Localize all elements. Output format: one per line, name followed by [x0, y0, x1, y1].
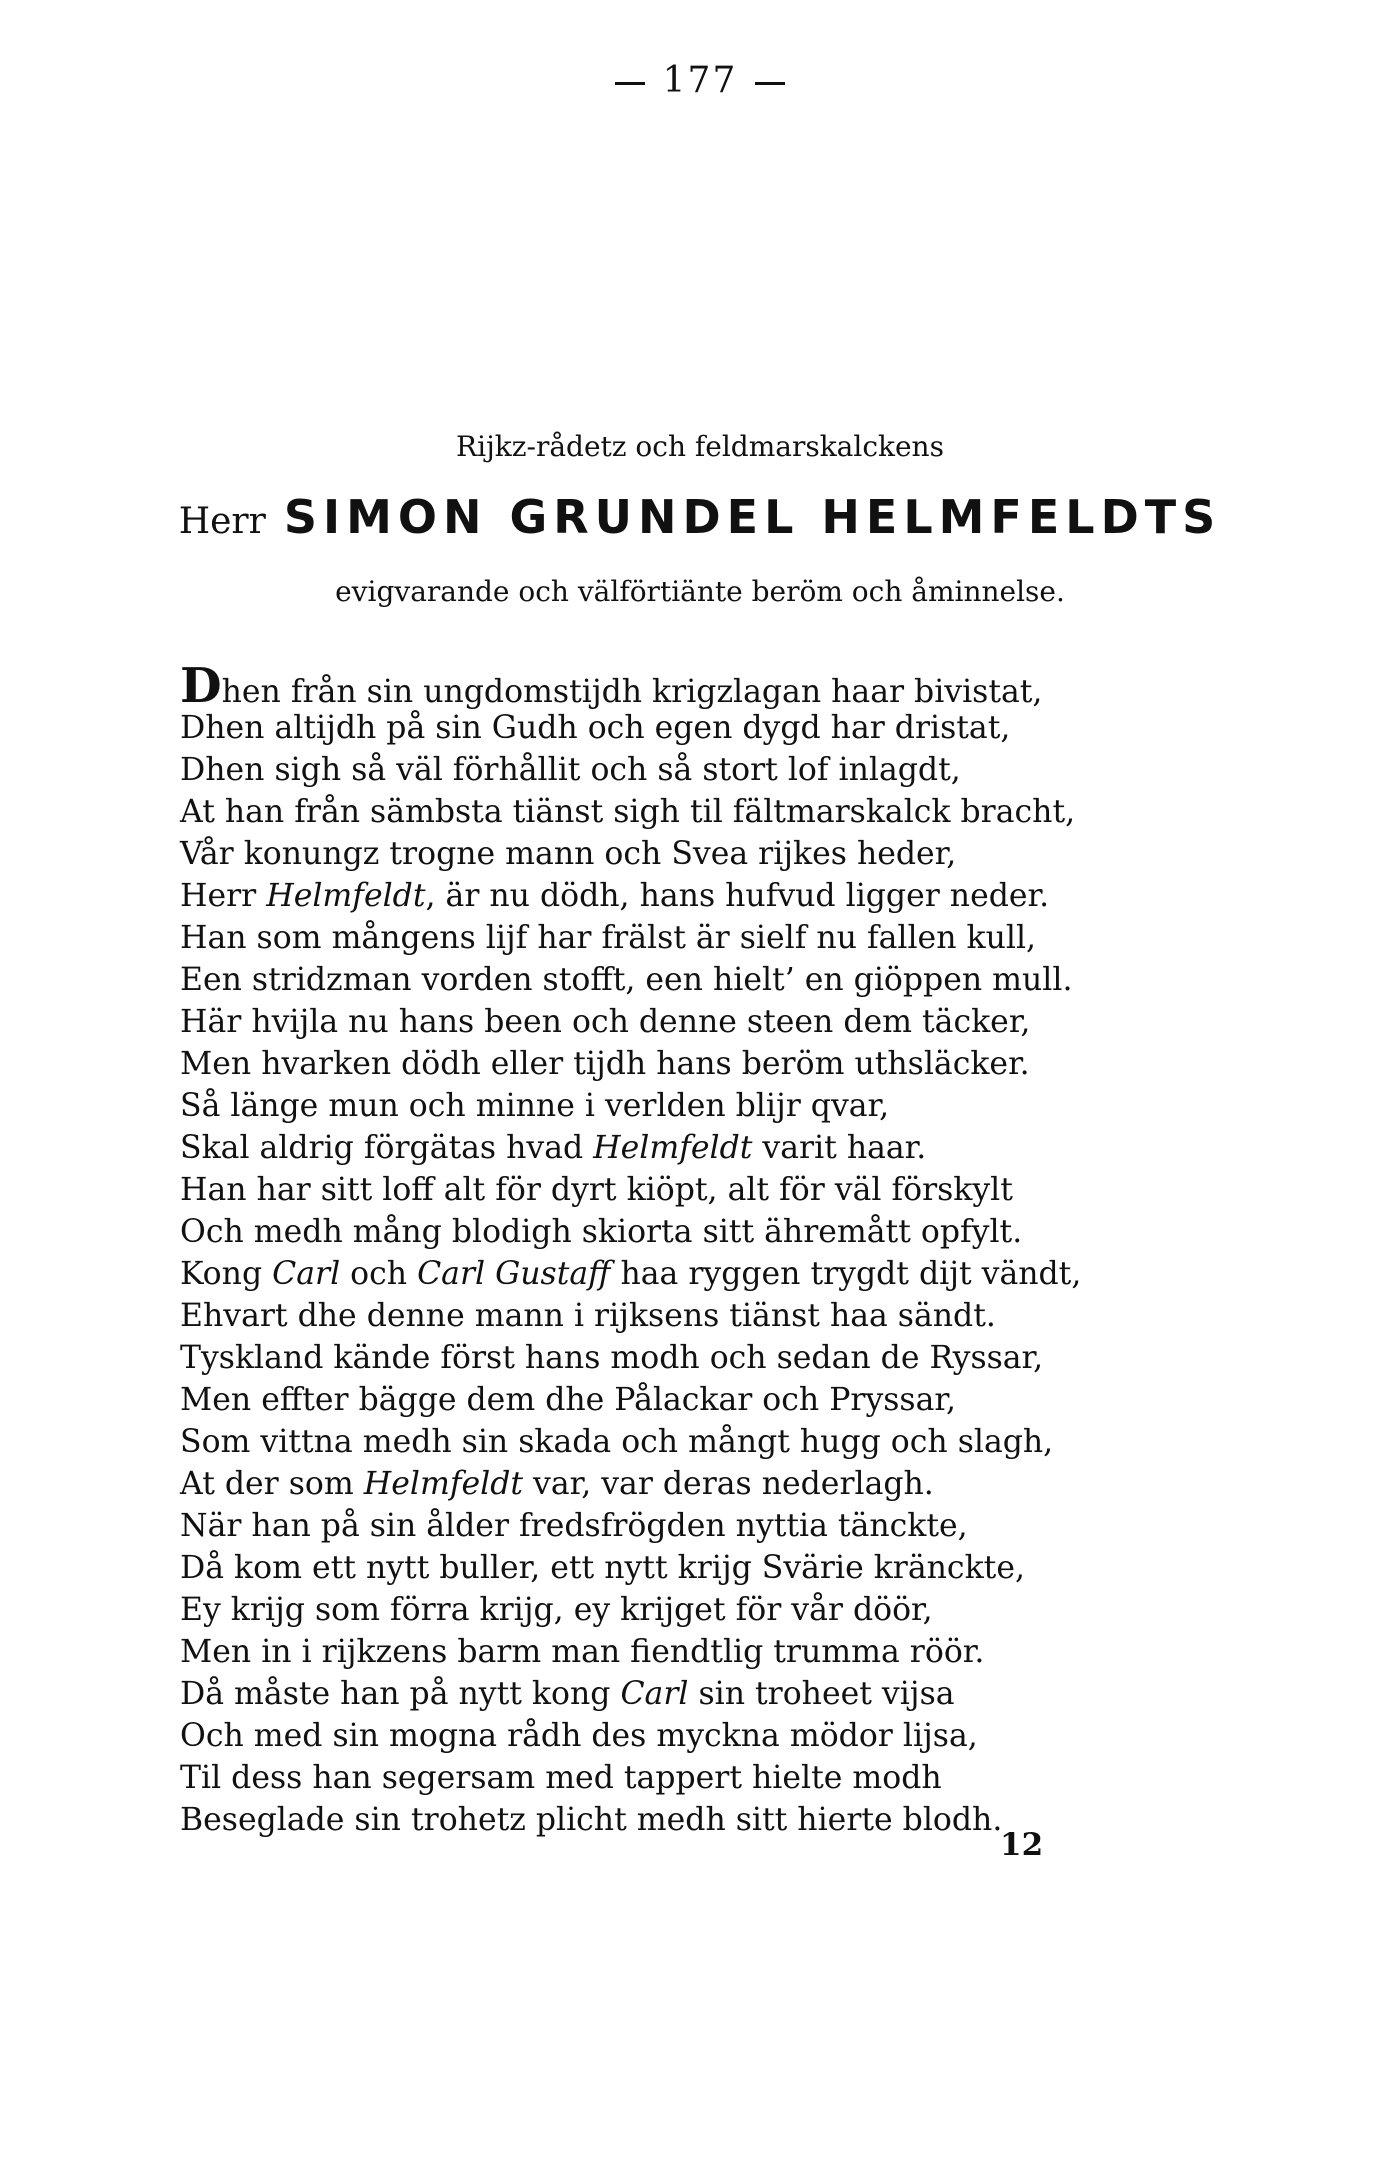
poem-line: [180, 749, 1200, 791]
poem-line: [180, 791, 1200, 833]
poem-text: Dhen altijdh på sin Gudh och egen dygd har dristat,: [180, 710, 1011, 746]
poem-line: [180, 707, 1200, 749]
poem-text: och: [340, 1256, 418, 1292]
poem-text: Och med sin mogna rådh des myckna mödor lijsa,: [180, 1718, 978, 1754]
poem-text: Då kom ett nytt buller, ett nytt krijg Svärie kränckte,: [180, 1550, 1025, 1586]
poem-italic-name: Helmfeldt: [266, 878, 426, 914]
poem-text: Han som mångens lijf har frälst är sielf nu fallen kull,: [180, 920, 1037, 956]
heading-name: SIMON GRUNDEL HELMFELDTS: [283, 490, 1222, 544]
poem-text: Herr: [180, 878, 267, 914]
poem-text: var, var deras nederlagh.: [523, 1466, 934, 1502]
poem-text: Här hvijla nu hans been och denne steen dem täcker,: [180, 1004, 1031, 1040]
heading-herr: Herr: [178, 501, 266, 542]
poem-line: [180, 1547, 1200, 1589]
poem-line: [180, 1379, 1200, 1421]
poem-italic-name: Carl Gustaff: [417, 1256, 611, 1292]
poem-line: [180, 1169, 1200, 1211]
poem-line: [180, 959, 1200, 1001]
poem-line: [180, 1715, 1200, 1757]
poem-line: [180, 917, 1200, 959]
dash-right: [755, 82, 785, 85]
poem-text: hen från sin ungdomstijdh krigzlagan haar bivistat,: [221, 674, 1043, 710]
poem-line: [180, 1505, 1200, 1547]
poem-line: [180, 1673, 1200, 1715]
poem-text: Til dess han segersam med tappert hielte modh: [180, 1760, 942, 1796]
poem-text: sin troheet vijsa: [688, 1676, 955, 1712]
heading-dedication: evigvarande och välförtiänte beröm och åminnelse.: [335, 575, 1065, 608]
poem-line: [180, 1631, 1200, 1673]
poem-text: Een stridzman vorden stofft, een hielt’ en giöppen mull.: [180, 962, 1073, 998]
poem-text: , är nu dödh, hans hufvud ligger neder.: [425, 878, 1050, 914]
poem-italic-name: Helmfeldt: [593, 1130, 753, 1166]
poem-line: [180, 833, 1200, 875]
poem-text: Tyskland kände först hans modh och sedan de Ryssar,: [180, 1340, 1044, 1376]
poem-text: Ey krijg som förra krijg, ey krijget för vår döör,: [180, 1592, 933, 1628]
poem-text: Ehvart dhe denne mann i rijksens tiänst haa sändt.: [180, 1298, 996, 1334]
poem-text: När han på sin ålder fredsfrögden nyttia tänckte,: [180, 1508, 968, 1544]
heading-title: [0, 490, 1400, 544]
signature-mark: 12: [1000, 1827, 1044, 1863]
poem-text: Men in i rijkzens barm man fiendtlig trumma röör.: [180, 1634, 985, 1670]
poem-line: [180, 1463, 1200, 1505]
poem-line: [180, 1757, 1200, 1799]
page-number: [0, 60, 1400, 101]
poem-text: Som vittna medh sin skada och mångt hugg och slagh,: [180, 1424, 1054, 1460]
poem-text: Och medh mång blodigh skiorta sitt ähremått opfylt.: [180, 1214, 1023, 1250]
poem-text: At der som: [180, 1466, 364, 1502]
poem-line: [180, 875, 1200, 917]
poem-text: Vår konungz trogne mann och Svea rijkes heder,: [180, 836, 957, 872]
poem-line: [180, 658, 1200, 714]
poem-body: [180, 658, 1200, 1841]
poem-line: [180, 1127, 1200, 1169]
poem-text: Då måste han på nytt kong: [180, 1676, 621, 1712]
poem-text: Dhen sigh så väl förhållit och så stort lof inlagdt,: [180, 752, 961, 788]
page-number-text: 177: [662, 60, 738, 101]
poem-text: Men hvarken dödh eller tijdh hans beröm uthsläcker.: [180, 1046, 1030, 1082]
poem-italic-name: Helmfeldt: [363, 1466, 524, 1502]
poem-line: [180, 1085, 1200, 1127]
dash-left: [615, 82, 645, 85]
poem-text: At han från sämbsta tiänst sigh til fältmarskalck bracht,: [180, 794, 1076, 830]
poem-line: [180, 1211, 1200, 1253]
drop-initial: D: [180, 658, 222, 714]
poem-line: [180, 1001, 1200, 1043]
heading-subtitle: Rijkz-rådetz och feldmarskalckens: [456, 430, 944, 463]
poem-italic-name: Carl: [620, 1676, 689, 1712]
poem-text: Men effter bägge dem dhe Pålackar och Pryssar,: [180, 1382, 956, 1418]
poem-line: [180, 1337, 1200, 1379]
poem-text: haa ryggen trygdt dijt vändt,: [610, 1256, 1082, 1292]
poem-line: [180, 1043, 1200, 1085]
poem-line: [180, 1295, 1200, 1337]
poem-line: [180, 1799, 1200, 1841]
poem-line: [180, 1589, 1200, 1631]
poem-text: Skal aldrig förgätas hvad: [180, 1130, 594, 1166]
poem-text: Kong: [180, 1256, 273, 1292]
poem-text: Han har sitt loff alt för dyrt kiöpt, alt för väl förskylt: [180, 1172, 1013, 1208]
poem-text: Beseglade sin trohetz plicht medh sitt hierte blodh.: [180, 1802, 1003, 1838]
poem-text: varit haar.: [752, 1130, 927, 1166]
poem-text: Så länge mun och minne i verlden blijr qvar,: [180, 1088, 890, 1124]
poem-italic-name: Carl: [272, 1256, 341, 1292]
poem-line: [180, 1253, 1200, 1295]
poem-line: [180, 1421, 1200, 1463]
